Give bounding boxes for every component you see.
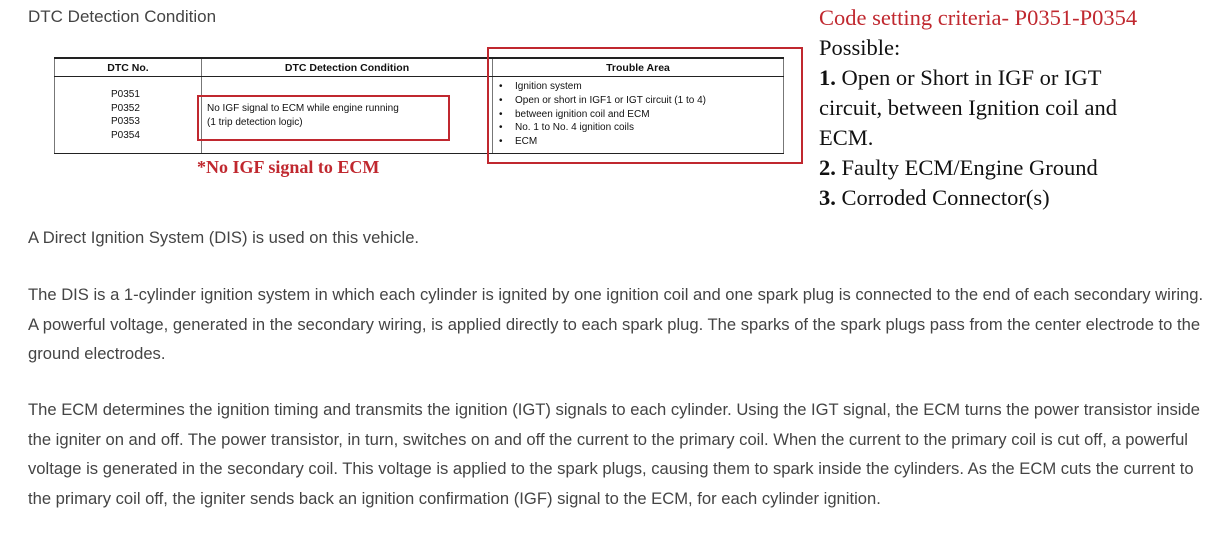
dtc-code: P0353 — [111, 116, 140, 127]
criteria-text-line: ECM. — [819, 125, 874, 150]
criteria-text: Corroded Connector(s) — [835, 185, 1050, 210]
header-trouble-area: Trouble Area — [493, 58, 784, 77]
criteria-text: Open or Short in IGF or IGT — [835, 65, 1102, 90]
criteria-item — [819, 63, 1209, 93]
trouble-item-continuation: • between ignition coil and ECM — [493, 108, 783, 122]
criteria-number: 1. — [819, 65, 836, 90]
section-heading: DTC Detection Condition — [28, 7, 217, 26]
dtc-code: P0351 — [111, 89, 140, 100]
criteria-text-line: circuit, between Ignition coil and — [819, 95, 1118, 120]
condition-line: (1 trip detection logic) — [207, 116, 303, 128]
dtc-code: P0354 — [111, 129, 140, 141]
criteria-possible-label: Possible: — [819, 35, 901, 60]
highlight-box-condition — [197, 95, 450, 141]
trouble-item: • Ignition system — [493, 80, 783, 94]
trouble-item: • Open or short in IGF1 or IGT circuit (1 to 4) — [493, 94, 783, 108]
paragraph-dis-description: The DIS is a 1-cylinder ignition system in which each cylinder is ignited by one ignition coil and one spark plug is connected to the end of each secondary wiring. A powerful voltage, generated in the secondary wiring, is applied directly to each spark plug. The sparks of the spark plugs pass from the center electrode to the ground electrodes. — [28, 285, 1204, 363]
criteria-item — [819, 183, 1209, 213]
criteria-text: Faulty ECM/Engine Ground — [835, 155, 1098, 180]
trouble-item: • ECM — [493, 135, 783, 149]
dtc-code: P0352 — [111, 102, 140, 114]
igf-annotation: *No IGF signal to ECM — [197, 157, 380, 177]
header-detection-condition: DTC Detection Condition — [202, 58, 493, 77]
trouble-item: • No. 1 to No. 4 ignition coils — [493, 121, 783, 135]
criteria-number: 3. — [819, 185, 836, 210]
paragraph-dis-intro: A Direct Ignition System (DIS) is used on this vehicle. — [28, 228, 420, 247]
paragraph-ecm-description: The ECM determines the ignition timing and transmits the ignition (IGT) signals to each cylinder. Using the IGT signal, the ECM turns the power transistor inside the igniter on and off. The power transistor, in turn, switches on and off the current to the primary coil. When the current to the primary coil is cut off, a powerful voltage is generated in the secondary coil. This voltage is applied to the spark plugs, causing them to spark inside the cylinders. As the ECM cuts the current to the primary coil off, the igniter sends back an ignition confirmation (IGF) signal to the ECM, for each cylinder ignition. — [28, 400, 1200, 508]
criteria-number: 2. — [819, 155, 836, 180]
code-setting-criteria — [819, 3, 1209, 213]
condition-line: No IGF signal to ECM while engine running — [207, 103, 399, 114]
criteria-item — [819, 153, 1209, 183]
highlight-box-trouble-area — [487, 47, 803, 164]
header-dtc-no: DTC No. — [55, 58, 202, 77]
dtc-codes-cell — [55, 77, 202, 154]
criteria-title: Code setting criteria- P0351-P0354 — [819, 5, 1138, 30]
